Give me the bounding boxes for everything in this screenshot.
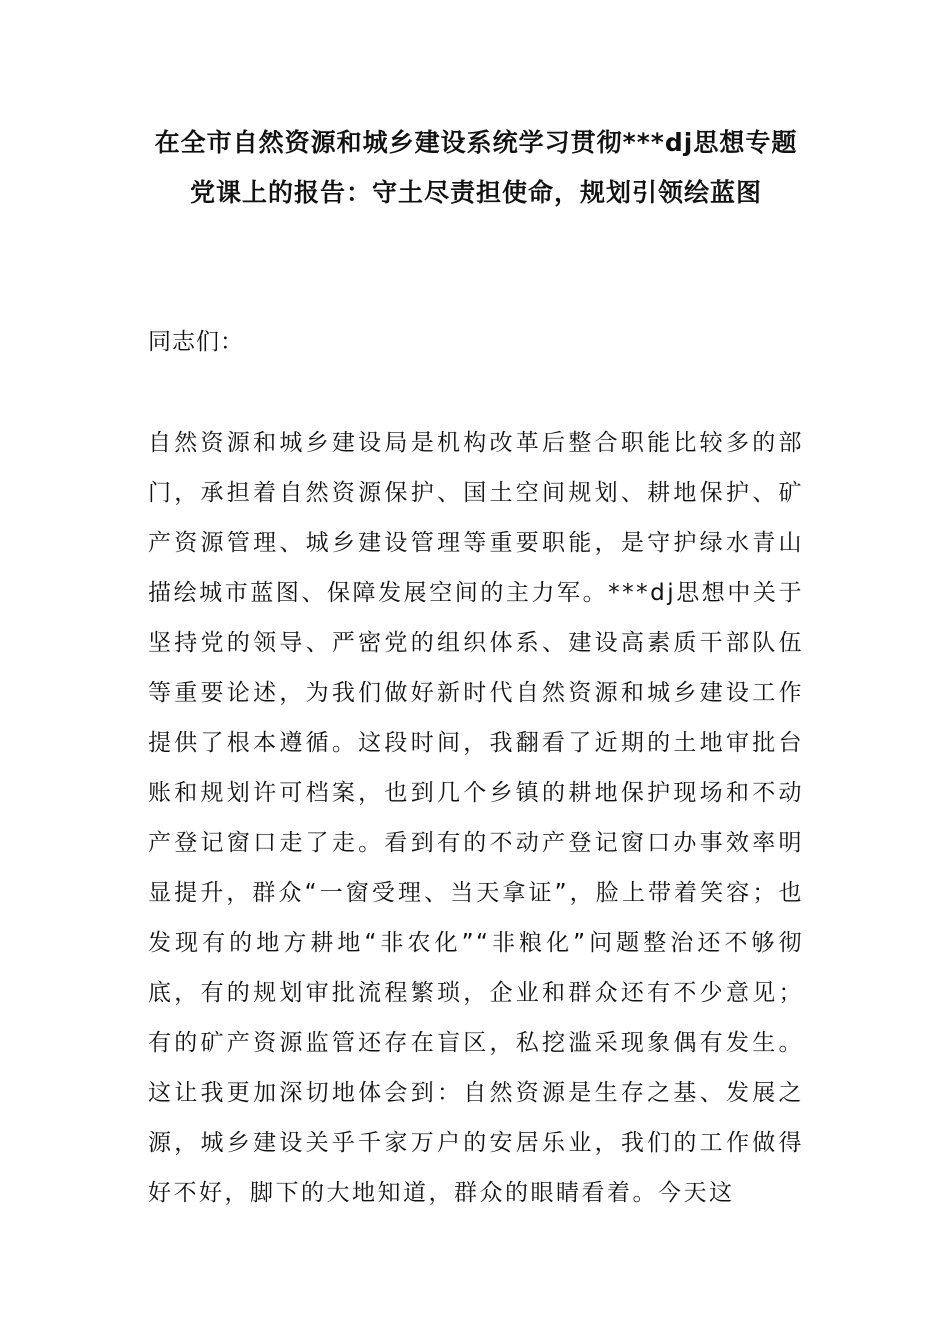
document-title: 在全市自然资源和城乡建设系统学习贯彻***dj思想专题党课上的报告：守土尽责担使命，规划引领绘蓝图 <box>154 128 798 207</box>
salutation: 同志们： <box>148 329 244 355</box>
body-paragraph: 自然资源和城乡建设局是机构改革后整合职能比较多的部门，承担着自然资源保护、国土空间规划、耕地保护、矿产资源管理、城乡建设管理等重要职能，是守护绿水青山描绘城市蓝图、保障发展空间的主力军。***dj思想中关于坚持党的领导、严密党的组织体系、建设高素质干部队伍等重要论述，为我们做好新时代自然资源和城乡建设工作提供了根本遵循。这段时间，我翻看了近期的土地审批台账和规划许可档案，也到几个乡镇的耕地保护现场和不动产登记窗口走了走。看到有的不动产登记窗口办事效率明显提升，群众“一窗受理、当天拿证”，脸上带着笑容；也发现有的地方耕地“非农化”“非粮化”问题整治还不够彻底，有的规划审批流程繁琐，企业和群众还有不少意见；有的矿产资源监管还存在盲区，私挖滥采现象偶有发生。这让我更加深切地体会到：自然资源是生存之基、发展之源，城乡建设关乎千家万户的安居乐业，我们的工作做得好不好，脚下的大地知道，群众的眼睛看着。今天这 <box>148 430 804 1206</box>
